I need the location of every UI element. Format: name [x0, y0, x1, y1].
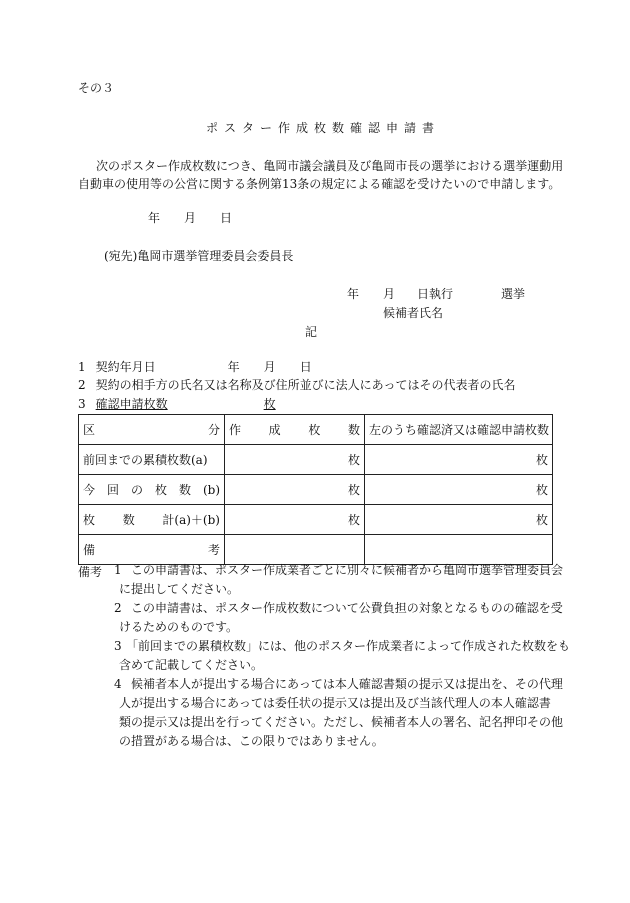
- election-name-label: 選挙: [501, 287, 526, 301]
- table-header-row: [79, 415, 553, 445]
- confirmed-count-cell[interactable]: [365, 445, 553, 475]
- note-3-line-1: 「前回までの累積枚数」には、他のポスター作成業者によって作成された枚数をも: [126, 639, 571, 653]
- header-created-4: 数: [347, 423, 360, 437]
- header-created-count-cell: [225, 415, 365, 445]
- item-1-label: 契約年月日: [95, 360, 156, 374]
- intro-line-2: 自動車の使用等の公営に関する条例第13条の規定による確認を受けたいので申請します。: [78, 177, 561, 191]
- election-month-label: 月: [383, 287, 396, 301]
- created-count-cell[interactable]: [225, 445, 365, 475]
- header-category-cell: [79, 415, 225, 445]
- ki-heading: 記: [305, 325, 318, 339]
- item-3-number: 3: [78, 397, 86, 411]
- note-4-number: 4: [114, 677, 122, 691]
- unit-label: 枚: [347, 513, 360, 527]
- item-requested-count: [78, 396, 276, 412]
- header-created-3: 枚: [308, 423, 321, 437]
- note-4-line-4: の措置がある場合は、この限りではありません。: [119, 734, 384, 748]
- row-label: [79, 505, 225, 535]
- item-contract-date: [78, 359, 312, 375]
- header-created-1: 作: [229, 423, 242, 437]
- item-1-year: 年: [227, 360, 240, 374]
- note-2: [114, 599, 563, 637]
- note-3: [114, 637, 571, 675]
- remarks-cell-2[interactable]: [225, 535, 365, 565]
- unit-label: 枚: [535, 483, 548, 497]
- date-day-label: 日: [220, 211, 233, 225]
- item-3-field: [96, 397, 276, 411]
- header-confirmed-count-cell: [365, 415, 553, 445]
- intro-line-1: 次のポスター作成枚数につき、亀岡市議会議員及び亀岡市長の選挙における選挙運動用: [96, 159, 564, 173]
- note-2-line-2: けるためのものです。: [119, 620, 239, 634]
- row-label-text: 前回までの累積枚数(a): [83, 453, 208, 467]
- note-1-number: 1: [114, 563, 122, 577]
- table-remarks-row: [79, 535, 553, 565]
- note-1-line-2: に提出してください。: [119, 582, 240, 596]
- confirmed-count-cell[interactable]: [365, 505, 553, 535]
- note-4: [114, 675, 564, 751]
- item-2-label: 契約の相手方の氏名又は名称及び住所並びに法人にあってはその代表者の氏名: [95, 378, 516, 392]
- date-month-label: 月: [184, 211, 197, 225]
- date-year-label: 年: [148, 211, 161, 225]
- addressee: (宛先)亀岡市選挙管理委員会委員長: [104, 249, 294, 263]
- created-count-cell[interactable]: [225, 475, 365, 505]
- unit-label: 枚: [535, 513, 548, 527]
- row-label-text: 今 回 の 枚 数 (b): [83, 483, 221, 497]
- confirmed-count-cell[interactable]: [365, 475, 553, 505]
- item-1-month: 月: [263, 360, 276, 374]
- item-contract-party: [78, 377, 516, 393]
- note-4-line-1: 候補者本人が提出する場合にあっては本人確認書類の提示又は提出を、その代理: [131, 677, 563, 691]
- item-3-label: 確認申請枚数: [95, 397, 168, 411]
- unit-label: 枚: [535, 453, 548, 467]
- item-2-number: 2: [78, 378, 86, 392]
- note-1-line-1: この申請書は、ポスター作成業者ごとに別々に候補者から亀岡市選挙管理委員会: [131, 563, 564, 577]
- row-label-part-2: 数: [122, 513, 135, 527]
- note-1: [114, 561, 564, 599]
- row-label-part-3: 計(a)＋(b): [162, 513, 220, 527]
- remarks-right: 考: [207, 543, 220, 557]
- item-1-number: 1: [78, 360, 86, 374]
- notes-label: 備考: [78, 565, 103, 579]
- note-3-number: 3: [114, 639, 122, 653]
- election-year-label: 年: [347, 287, 360, 301]
- header-created-2: 成: [268, 423, 281, 437]
- election-day-exec-label: 日執行: [417, 287, 454, 301]
- note-4-line-3: 類の提示又は提出を行ってください。ただし、候補者本人の署名、記名押印その他: [119, 715, 564, 729]
- row-label: [79, 445, 225, 475]
- document-title: ポスター作成枚数確認申請書: [206, 121, 441, 135]
- election-date-row: [347, 286, 525, 302]
- note-2-line-1: この申請書は、ポスター作成枚数について公費負担の対象となるものの確認を受: [131, 601, 563, 615]
- row-label-part-1: 枚: [83, 513, 96, 527]
- application-date: [148, 210, 232, 226]
- row-label: [79, 475, 225, 505]
- candidate-name-label: 候補者氏名: [383, 306, 444, 320]
- created-count-cell[interactable]: [225, 505, 365, 535]
- item-1-day: 日: [299, 360, 312, 374]
- poster-count-table: [78, 414, 553, 565]
- form-number: その３: [78, 81, 115, 95]
- header-category-right: 分: [207, 423, 220, 437]
- table-row: [79, 445, 553, 475]
- table-row: [79, 505, 553, 535]
- item-3-unit: 枚: [263, 397, 276, 411]
- header-confirmed-label: 左のうち確認済又は確認申請枚数: [369, 423, 550, 437]
- remarks-label-cell: [79, 535, 225, 565]
- remarks-cell-3[interactable]: [365, 535, 553, 565]
- table-row: [79, 475, 553, 505]
- note-3-line-2: 含めて記載してください。: [119, 658, 264, 672]
- unit-label: 枚: [347, 483, 360, 497]
- unit-label: 枚: [347, 453, 360, 467]
- note-2-number: 2: [114, 601, 122, 615]
- remarks-left: 備: [83, 543, 96, 557]
- header-category-left: 区: [83, 423, 96, 437]
- note-4-line-2: 人が提出する場合にあっては委任状の提示又は提出及び当該代理人の本人確認書: [119, 696, 551, 710]
